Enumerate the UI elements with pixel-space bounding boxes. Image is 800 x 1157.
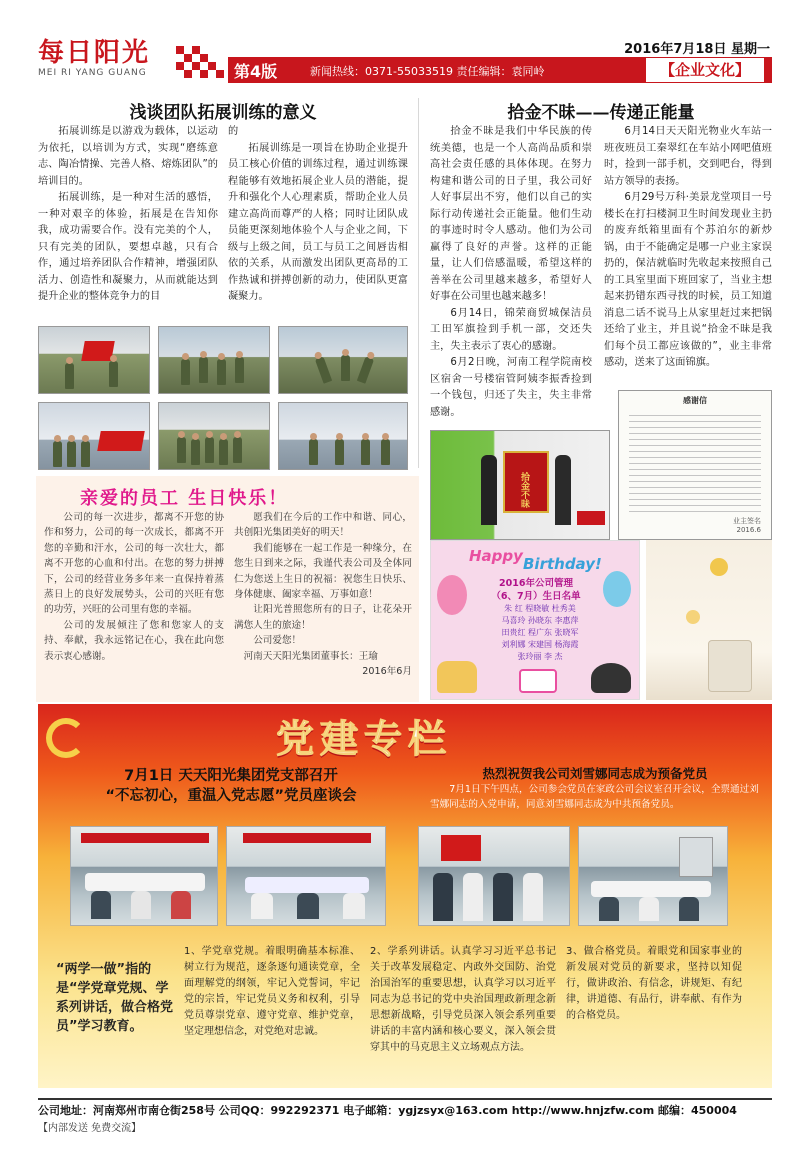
party-point2: 2、学系列讲话。认真学习习近平总书记关于改革发展稳定、内政外交国防、治党治国治军的重要思想，认真学习以习近平同志为总书记的党中央治国理政新理念新思想新战略，引导党员深入领会系列重要讲话的丰富内涵和核心要义，深入领会贯穿其中的马克思主义立场观点方法。 <box>370 946 556 1053</box>
meeting-photo <box>70 826 218 926</box>
birthday-para: 让阳光普照您所有的日子，让花朵开满您人生的旅途！ <box>234 604 412 631</box>
card-name-list <box>475 603 605 663</box>
birthday-title: 亲爱的员工 生日快乐！ <box>80 488 289 509</box>
birthday-para: 我们能够在一起工作是一种缘分，在您生日到来之际，我谨代表公司及全体同仁为您送上生日的祝福：祝您生日快乐、身体健康、阖家幸福、万事如意！ <box>234 542 412 601</box>
footer-contact: 公司地址：河南郑州市南仓街258号 公司QQ：992292371 电子邮箱：ygjzsyx@163.com http://www.hnjzfw.com 邮编：450004 <box>38 1104 737 1117</box>
meeting-banner <box>81 833 209 843</box>
training-photo <box>278 326 408 394</box>
attendee <box>639 897 659 921</box>
attendee <box>493 873 513 921</box>
news-hotline: 新闻热线：0371-55033519 责任编辑：袁同岭 <box>310 65 545 78</box>
column-divider <box>418 98 419 468</box>
attendee <box>523 873 543 921</box>
attendee <box>433 873 453 921</box>
wall-board <box>679 837 713 877</box>
oath-photo <box>418 826 570 926</box>
section-tag: 【企业文化】 <box>646 58 764 82</box>
training-photo <box>158 402 270 470</box>
article1-col2 <box>228 124 408 314</box>
birthday-para: 公司爱您！ <box>253 635 302 647</box>
letter-signature: 业主签名 <box>733 517 761 525</box>
meeting-table <box>245 877 369 893</box>
meeting-photo <box>578 826 728 926</box>
party-headline1-line2: “不忘初心，重温入党志愿”党员座谈会 <box>105 788 357 804</box>
article1-para: 拓展训练是一项旨在协助企业提升员工核心价值的训练过程，通过训练课程能够有效地拓展企业人员的潜能，提升和强化个人心理素质，帮助企业人员建立高尚而尊严的人格；同时让团队成员能更深刻地体验个人与企业之间，下级与上级之间，员工与员工之间唇齿相依的关系，从而激发出团队更高昂的工作热诚和拼搏创新的动力，使团队更富凝聚力。 <box>228 142 408 302</box>
balloon-icon <box>437 575 467 615</box>
attendee <box>131 891 151 919</box>
letter-title: 感谢信 <box>683 396 707 405</box>
party-point1: 1、学党章党规。着眼明确基本标准、树立行为规范，逐条逐句通读党章，全面理解党的纲领，牢记入党誓词，牢记党的宗旨，牢记党员义务和权利，引导党员尊崇党章、遵守党章、维护党章，坚定理想信念，对党绝对忠诚。 <box>184 946 360 1037</box>
letter-body-lines <box>629 410 761 514</box>
attendee <box>343 893 365 919</box>
article2-para: 6月29号万科·美景龙堂项目一号楼长在打扫楼洞卫生时间发现业主扔的废弃纸箱里面有个苏泊尔的新炒锅，由于不能确定是哪一户业主家误扔的，保洁就临时先收起来按照自己的工具室里面下班回家了，当业主想起来扔错东西寻找的时候，员工知道消息二话不说马上从家里赶过来把锅还给了业主，并且说“拾金不昧是我们每个员工都应该做的”，业主非常感动，送来了这面锦旗。 <box>604 192 772 368</box>
logo-title: 每日阳光 <box>38 38 151 68</box>
attendee <box>91 891 111 919</box>
newspaper-logo <box>38 38 178 86</box>
vase-icon <box>708 640 752 692</box>
meeting-photo <box>226 826 386 926</box>
birthday-para: 公司的发展倾注了您和您家人的支持、奉献，我永远铭记在心，我在此向您表示衷心感谢。 <box>44 619 224 662</box>
article1-col1 <box>38 124 218 314</box>
birthday-card <box>430 540 640 700</box>
silk-banner: 拾金不昧 <box>503 451 549 513</box>
article2-para: 6月14日天天阳光物业火车站一班夜班员工秦翠红在车站小网吧值班时，捡到一部手机，交到吧台，得到站方领导的表扬。 <box>604 126 772 187</box>
person-figure <box>555 455 571 525</box>
attendee <box>679 897 699 921</box>
flower-decoration <box>646 540 772 700</box>
article2-col1 <box>430 124 592 418</box>
two-learn-lead: “两学一做”指的是“学党章党规、学系列讲话，做合格党员”学习教育。 <box>56 962 174 1034</box>
store-sign <box>577 511 605 525</box>
party-flag <box>441 835 481 861</box>
birthday-col2 <box>234 510 412 679</box>
gift-icon <box>437 661 477 693</box>
party-point3: 3、做合格党员。着眼党和国家事业的新发展对党员的新要求，坚持以知促行，做讲政治、有信念，讲规矩、有纪律，讲道德、有品行，讲奉献、有作为的合格党员。 <box>566 946 742 1021</box>
card-title2: （6、7月）生日名单 <box>491 591 581 602</box>
thank-you-letter <box>618 390 772 540</box>
attendee <box>297 893 319 919</box>
person-figure <box>481 455 497 525</box>
party-banner-title: 党建专栏 <box>276 717 453 761</box>
article2-para: 拾金不昧是我们中华民族的传统美德，也是一个人高尚品质和崇高社会责任感的具体体现。在努力构建和谐公司的日子里，我公司好人好事层出不穷，他们以自己的实际行动传递社会正能量。他们生动的事迹时时令人感动。他们为公司赢得了良好的声誉。这样的正能量，让人们倍感温暖，希望这样的善举在公司里越来越多，希望好人好事在公司里也越来越多！ <box>430 126 592 302</box>
letter-date: 2016.6 <box>736 526 761 534</box>
card-names-row: 马喜玲 孙晓东 李惠萍 <box>501 616 579 625</box>
footer-divider <box>38 1098 772 1100</box>
card-names-row: 田贵红 程广东 张晓军 <box>501 628 579 637</box>
attendee <box>251 893 273 919</box>
training-photo <box>38 326 150 394</box>
balloon-icon <box>603 571 631 607</box>
training-photo <box>158 326 270 394</box>
card-names-row: 朱 红 程晓敏 杜秀美 <box>504 604 576 613</box>
article2-title: 拾金不昧——传递正能量 <box>507 103 695 123</box>
party-headline1 <box>46 766 416 806</box>
article1-para: 拓展训练是以游戏为载体，以运动为依托，以培训为方式，实现“磨练意志、陶冶情操、完善人格、熔炼团队”的培训目的。 <box>38 126 218 187</box>
award-photo <box>430 430 610 540</box>
article2-col2 <box>604 124 772 386</box>
edition-label: 第4版 <box>234 62 278 81</box>
flower-icon <box>686 610 700 624</box>
training-photo <box>38 402 150 470</box>
footer-note: 【内部发送 免费交流】 <box>38 1123 142 1134</box>
attendee <box>171 891 191 919</box>
cake-icon <box>519 669 557 693</box>
card-happy: Happy <box>469 547 523 565</box>
meeting-banner <box>243 833 371 843</box>
card-birthday: Birthday! <box>523 555 602 573</box>
birthday-date: 2016年6月 <box>362 666 412 678</box>
party-headline2-text: 7月1日下午四点，公司参会党员在家政公司会议室召开会议，全票通过刘雪娜同志的入党申请，同意刘雪娜同志成为中共预备党员。 <box>430 784 759 810</box>
party-emblem-icon <box>46 718 86 758</box>
checker-decoration <box>176 46 228 82</box>
training-photo <box>278 402 408 470</box>
birthday-para: 愿我们在今后的工作中和谐、同心，共创阳光集团美好的明天！ <box>234 512 412 539</box>
article2-para: 6月14日，锦荣商贸城保洁员工田军旗捡到手机一部，交还失主，失主表示了衷心的感谢。 <box>430 307 592 352</box>
card-title1: 2016年公司管理 <box>499 578 573 589</box>
meeting-table <box>591 881 711 897</box>
attendee <box>599 897 619 921</box>
cat-icon <box>591 663 631 693</box>
birthday-col1 <box>44 510 224 664</box>
party-headline1-line1: 7月1日 天天阳光集团党支部召开 <box>124 768 338 784</box>
birthday-para: 公司的每一次进步，都离不开您的协作和努力，公司的每一次成长，都离不开您的辛勤和汗水，公司的每一次壮大，都离不开您的心血和付出。在您的努力拼搏下，公司的经营业务多年来一直保持着蒸蒸日上的良好发展势头，公司的兴旺有您的功劳，兴旺的公司里有您的幸福。 <box>44 512 224 616</box>
logo-subtitle: MEI RI YANG GUANG <box>38 68 147 78</box>
meeting-table <box>85 873 205 891</box>
article1-para: 的 <box>228 126 239 137</box>
party-headline2: 热烈祝贺我公司刘雪娜同志成为预备党员 <box>482 766 708 781</box>
card-names-row: 刘利娜 宋建国 杨海霞 <box>501 640 579 649</box>
flower-icon <box>710 558 728 576</box>
birthday-signature: 河南天天阳光集团董事长：王瑜 <box>243 650 378 662</box>
attendee <box>463 873 483 921</box>
article2-para: 6月2日晚，河南工程学院南校区宿舍一号楼宿管阿姨李振香捡到一个钱包，归还了失主，失主非常感谢。 <box>430 357 592 418</box>
card-names-row: 张玲丽 李 杰 <box>517 652 563 661</box>
article1-para: 拓展训练，是一种对生活的感悟，一种对艰辛的体验，拓展是在告知你我，成功需要合作。没有完美的个人，只有完美的团队，要想卓越，只有合作，通过培养团队合作精神，增强团队活力、创造性和凝聚力，从而就能达到提升企业的整体竞争力的目 <box>38 192 218 302</box>
issue-date: 2016年7月18日 星期一 <box>624 42 770 57</box>
article1-title: 浅谈团队拓展训练的意义 <box>129 103 317 123</box>
